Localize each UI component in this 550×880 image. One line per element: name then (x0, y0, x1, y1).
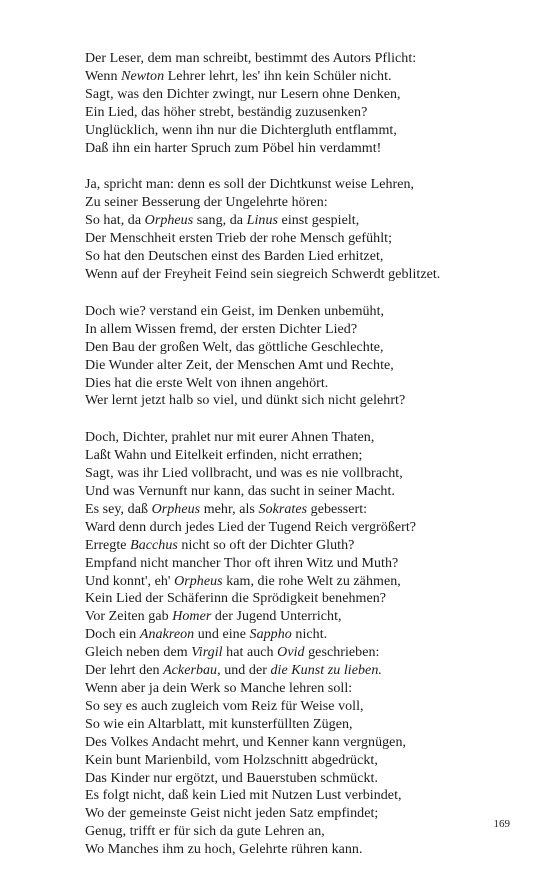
line-text: sang, da (193, 213, 247, 229)
verse-line (85, 608, 505, 626)
verse-line (85, 626, 505, 644)
verse-line (85, 248, 505, 266)
italic-name: Sokrates (258, 501, 308, 517)
italic-name: Orpheus (144, 213, 194, 229)
line-text: So sey es auch zugleich vom Reiz für Weise voll, (85, 698, 364, 714)
italic-name: Virgil (191, 645, 223, 661)
line-text: Die Wunder alter Zeit, der Menschen Amt und Rechte, (85, 357, 394, 373)
italic-name: Homer (172, 609, 212, 625)
line-text: Ja, spricht man: denn es soll der Dichtkunst weise Lehren, (85, 177, 415, 193)
italic-name: Ackerbau, (163, 663, 221, 679)
line-text: Doch, Dichter, prahlet nur mit eurer Ahnen Thaten, (85, 430, 375, 446)
verse-line (85, 805, 505, 823)
verse-line (85, 590, 505, 608)
italic-name: Ovid (277, 645, 305, 661)
italic-name: Orpheus (151, 501, 201, 517)
verse-line (85, 501, 505, 519)
verse-line (85, 122, 505, 140)
line-text: Der lehrt den (85, 663, 164, 679)
verse-line (85, 823, 505, 841)
verse-line (85, 194, 505, 212)
verse-line (85, 465, 505, 483)
line-text: Und konnt', eh' (85, 573, 175, 589)
line-text: So wie ein Altarblatt, mit kunsterfüllten Zügen, (85, 716, 353, 732)
line-text: Wenn aber ja dein Werk so Manche lehren soll: (85, 681, 353, 696)
verse-line (85, 266, 505, 284)
line-text: Unglücklich, wenn ihn nur die Dichtergluth entflammt, (85, 122, 397, 138)
line-text: Sagt, was ihr Lied vollbracht, und was es nie vollbracht, (85, 466, 403, 482)
line-text: Kein Lied der Schäferinn die Sprödigkeit benehmen? (85, 591, 387, 607)
verse-line (85, 752, 505, 770)
line-text: Das Kinder nur ergötzt, und Bauerstuben schmückt. (85, 770, 379, 786)
verse-line (85, 537, 505, 555)
verse-line (85, 662, 505, 680)
line-text: Den Bau der großen Welt, das göttliche Geschlechte, (85, 339, 384, 355)
verse-line (85, 50, 505, 68)
line-text: Kein bunt Marienbild, vom Holzschnitt abgedrückt, (85, 752, 378, 768)
line-text: Ein Lied, das höher strebt, beständig zuzusenken? (85, 104, 368, 120)
verse-line (85, 680, 505, 698)
line-text: mehr, als (200, 501, 259, 517)
line-text: kam, die rohe Welt zu zähmen, (222, 573, 401, 589)
line-text: einst gespielt, (278, 213, 360, 229)
italic-name: Sappho (249, 627, 292, 643)
stanza (85, 303, 505, 410)
line-text: Ward denn durch jedes Lied der Tugend Reich vergrößert? (85, 519, 417, 535)
verse-line (85, 573, 505, 591)
line-text: In allem Wissen fremd, der ersten Dichter Lied? (85, 321, 358, 337)
verse-line (85, 429, 505, 447)
line-text: Des Volkes Andacht mehrt, und Kenner kann vergnügen, (85, 734, 407, 750)
verse-line (85, 176, 505, 194)
poem-body (85, 50, 505, 878)
verse-line (85, 555, 505, 573)
line-text: Empfand nicht mancher Thor oft ihren Witz und Muth? (85, 555, 399, 571)
stanza (85, 50, 505, 157)
verse-line (85, 392, 505, 410)
page-number: 169 (493, 818, 510, 830)
line-text: Es sey, daß (85, 501, 152, 517)
line-text: Wenn (85, 68, 122, 84)
verse-line (85, 68, 505, 86)
line-text: Wo der gemeinste Geist nicht jeden Satz empfindet; (85, 806, 379, 822)
line-text: Wo Manches ihm zu hoch, Gelehrte rühren kann. (85, 842, 363, 858)
line-text: nicht. (291, 627, 328, 643)
line-text: Der Menschheit ersten Trieb der rohe Mensch gefühlt; (85, 231, 393, 247)
verse-line (85, 321, 505, 339)
line-text: Lehrer lehrt, les' ihn kein Schüler nicht. (164, 68, 392, 84)
verse-line (85, 841, 505, 859)
line-text: So hat den Deutschen einst des Barden Lied erhitzet, (85, 249, 384, 265)
verse-line (85, 716, 505, 734)
verse-line (85, 303, 505, 321)
line-text: Genug, trifft er für sich da gute Lehren an, (85, 824, 325, 840)
line-text: Es folgt nicht, daß kein Lied mit Nutzen Lust verbindet, (85, 788, 402, 804)
verse-line (85, 375, 505, 393)
italic-name: Orpheus (174, 573, 223, 589)
verse-line (85, 519, 505, 537)
italic-name: Bacchus (130, 537, 178, 553)
line-text: nicht so oft der Dichter Gluth? (177, 537, 355, 553)
verse-line (85, 230, 505, 248)
line-text: geschrieben: (304, 645, 380, 661)
italic-name: Newton (121, 68, 165, 84)
line-text: hat auch (222, 645, 278, 661)
verse-line (85, 483, 505, 501)
line-text: der Jugend Unterricht, (211, 609, 342, 625)
verse-line (85, 212, 505, 230)
stanza (85, 176, 505, 283)
verse-line (85, 86, 505, 104)
line-text: Gleich neben dem (85, 645, 192, 661)
italic-name: die Kunst zu lieben. (270, 663, 382, 679)
line-text: Sagt, was den Dichter zwingt, nur Lesern ohne Denken, (85, 86, 401, 102)
verse-line (85, 104, 505, 122)
line-text: Wenn auf der Freyheit Feind sein siegreich Schwerdt geblitzet. (85, 266, 441, 282)
line-text: Doch ein (85, 627, 140, 643)
verse-line (85, 339, 505, 357)
line-text: Der Leser, dem man schreibt, bestimmt des Autors Pflicht: (85, 51, 417, 66)
line-text: Doch wie? verstand ein Geist, im Denken unbemüht, (85, 303, 385, 319)
italic-name: Anakreon (139, 627, 195, 643)
verse-line (85, 447, 505, 465)
line-text: Und was Vernunft nur kann, das sucht in seiner Macht. (85, 484, 395, 500)
line-text: Vor Zeiten gab (85, 609, 173, 625)
verse-line (85, 698, 505, 716)
line-text: gebessert: (307, 501, 368, 517)
line-text: und der (220, 663, 271, 679)
verse-line (85, 734, 505, 752)
italic-name: Linus (246, 213, 278, 229)
stanza (85, 429, 505, 859)
verse-line (85, 770, 505, 788)
line-text: Zu seiner Besserung der Ungelehrte hören: (85, 195, 328, 211)
line-text: So hat, da (85, 213, 145, 229)
line-text: Daß ihn ein harter Spruch zum Pöbel hin verdammt! (85, 140, 382, 156)
verse-line (85, 140, 505, 158)
line-text: und eine (194, 627, 250, 643)
line-text: Erregte (85, 537, 131, 553)
verse-line (85, 357, 505, 375)
verse-line (85, 787, 505, 805)
line-text: Laßt Wahn und Eitelkeit erfinden, nicht errathen; (85, 448, 363, 464)
verse-line (85, 644, 505, 662)
line-text: Dies hat die erste Welt von ihnen angehört. (85, 375, 329, 391)
line-text: Wer lernt jetzt halb so viel, und dünkt sich nicht gelehrt? (85, 393, 406, 409)
